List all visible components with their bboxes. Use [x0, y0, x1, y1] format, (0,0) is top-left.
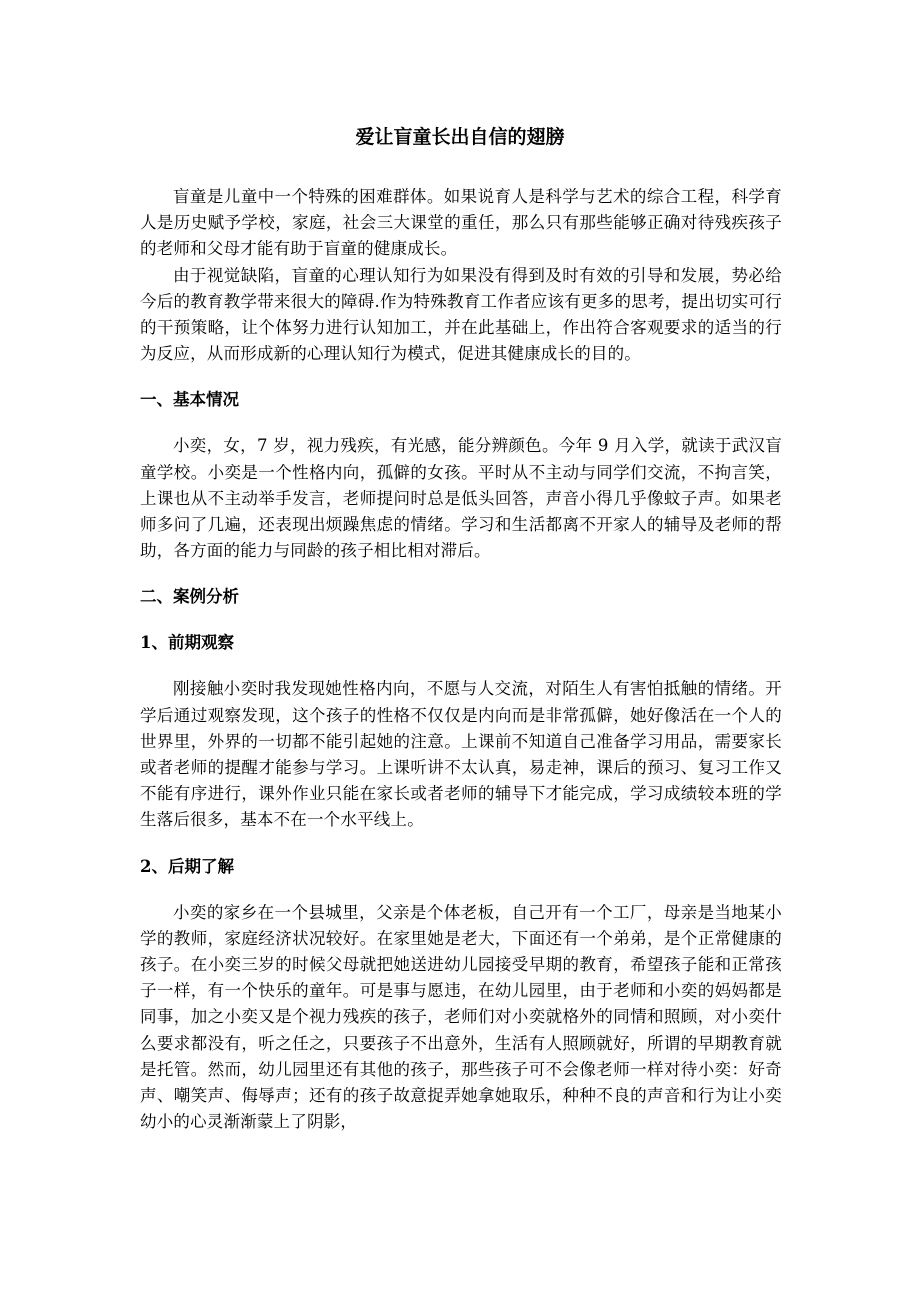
document-title: 爱让盲童长出自信的翅膀 — [355, 126, 565, 148]
later-understanding-paragraph: 小奕的家乡在一个县城里，父亲是个体老板，自己开有一个工厂，母亲是当地某小学的教师，家庭经济状况较好。在家里她是老大，下面还有一个弟弟，是个正常健康的孩子。在小奕三岁的时候父母就把她送进幼儿园接受早期的教育，希望孩子能和正常孩子一样，有一个快乐的童年。可是事与愿违，在幼儿园里，由于老师和小奕的妈妈都是同事，加之小奕又是个视力残疾的孩子，老师们对小奕就格外的同情和照顾，对小奕什么要求都没有，听之任之，只要孩子不出意外，生活有人照顾就好，所谓的早期教育就是托管。然而，幼儿园里还有其他的孩子，那些孩子可不会像老师一样对待小奕：好奇声、嘲笑声、侮辱声；还有的孩子故意捉弄她拿她取乐，种种不良的声音和行为让小奕幼小的心灵渐渐蒙上了阴影， — [140, 902, 782, 1132]
intro-paragraph-2: 由于视觉缺陷，盲童的心理认知行为如果没有得到及时有效的引导和发展，势必给今后的教育教学带来很大的障碍.作为特殊教育工作者应该有更多的思考，提出切实可行的干预策略，让个体努力进行认知加工，并在此基础上，作出符合客观要求的适当的行为反应，从而形成新的心理认知行为模式，促进其健康成长的目的。 — [140, 265, 782, 364]
intro-paragraph-1: 盲童是儿童中一个特殊的困难群体。如果说育人是科学与艺术的综合工程，科学育人是历史赋予学校，家庭，社会三大课堂的重任，那么只有那些能够正确对待残疾孩子的老师和父母才能有助于盲童的健康成长。 — [140, 187, 782, 259]
section-heading-case-analysis: 二、案例分析 — [140, 587, 239, 607]
early-observation-paragraph: 刚接触小奕时我发现她性格内向，不愿与人交流，对陌生人有害怕抵触的情绪。开学后通过观察发现，这个孩子的性格不仅仅是内向而是非常孤僻，她好像活在一个人的世界里，外界的一切都不能引起她的注意。上课前不知道自己准备学习用品，需要家长或者老师的提醒才能参与学习。上课听讲不太认真，易走神，课后的预习、复习工作又不能有序进行，课外作业只能在家长或者老师的辅导下才能完成，学习成绩较本班的学生落后很多，基本不在一个水平线上。 — [140, 679, 782, 830]
subsection-heading-early-observation: 1、前期观察 — [140, 633, 234, 653]
basic-info-paragraph: 小奕，女，7 岁，视力残疾，有光感，能分辨颜色。今年 9 月入学，就读于武汉盲童学校。小奕是一个性格内向，孤僻的女孩。平时从不主动与同学们交流，不拘言笑，上课也从不主动举手发言，老师提问时总是低头回答，声音小得几乎像蚊子声。如果老师多问了几遍，还表现出烦躁焦虑的情绪。学习和生活都离不开家人的辅导及老师的帮助，各方面的能力与同龄的孩子相比相对滞后。 — [140, 436, 782, 561]
section-heading-basic-info: 一、基本情况 — [140, 390, 239, 410]
document-body — [140, 184, 782, 1135]
subsection-heading-later-understanding: 2、后期了解 — [140, 856, 234, 876]
